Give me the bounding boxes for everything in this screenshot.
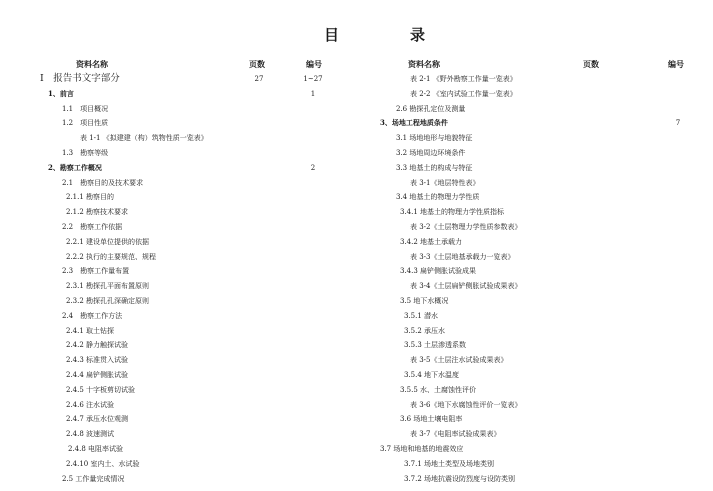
toc-entry-title: 2、勘察工作概况: [48, 162, 102, 172]
toc-entry: [40, 338, 360, 353]
left-toc-column: [40, 72, 360, 486]
toc-entry-title: 表 3-3《土层地基承载力一览表》: [410, 252, 515, 261]
toc-entry-title: 2.4.6 注水试验: [66, 400, 115, 409]
toc-entry: [40, 250, 360, 265]
toc-entry: [370, 338, 705, 353]
toc-entry: [40, 457, 360, 472]
toc-entry-title: 2.2 勘察工作依据: [62, 222, 123, 231]
toc-entry-title: 3.5.2 承压水: [404, 326, 446, 335]
toc-entry: [40, 235, 360, 250]
toc-entry-title: 3.4.2 地基土承载力: [400, 237, 463, 246]
toc-entry-title: 2.3 勘察工作量布置: [62, 267, 130, 276]
toc-entry: [40, 176, 360, 191]
title-left-char: 目: [324, 26, 340, 44]
toc-entry-title: 3.7 场地和地基的地震效应: [380, 444, 464, 453]
toc-entry: [370, 412, 705, 427]
toc-entry-number: 2: [310, 163, 316, 172]
toc-entry: [370, 116, 705, 131]
toc-entry: [370, 398, 705, 413]
toc-entry: [40, 190, 360, 205]
toc-entry: [370, 72, 705, 87]
toc-entry-title: 3.5.4 地下水温度: [404, 370, 460, 379]
toc-entry-title: 2.4.10 室内土、水试验: [66, 459, 140, 468]
toc-entry-title: 3.5.5 水、土腐蚀性评价: [400, 385, 477, 394]
toc-entry: [40, 220, 360, 235]
toc-entry-title: 1.1 项目概况: [62, 104, 109, 113]
toc-entry: [370, 235, 705, 250]
toc-entry: [40, 472, 360, 487]
toc-entry-title: 3.6 场地土壤电阻率: [400, 415, 463, 424]
toc-entry: [370, 442, 705, 457]
left-header-name: 资料名称: [76, 59, 108, 69]
toc-entry-title: 2.4.3 标准贯入试验: [66, 356, 129, 365]
toc-entry-title: Ⅰ 报告书文字部分: [40, 73, 120, 84]
toc-entry: [370, 87, 705, 102]
toc-entry: [40, 442, 360, 457]
toc-entry-title: 表 3-6《地下水腐蚀性评价一览表》: [410, 400, 522, 409]
right-toc-column: [370, 72, 705, 486]
toc-entry-title: 2.4.4 扁铲侧胀试验: [66, 370, 129, 379]
toc-entry-title: 2.3.2 勘探孔孔深确定原则: [66, 296, 150, 305]
toc-entry-title: 3.3 地基土的构成与特征: [396, 163, 473, 172]
toc-entry-title: 2.1.1 勘察目的: [66, 193, 115, 202]
toc-entry: [370, 250, 705, 265]
toc-entry: [370, 309, 705, 324]
toc-entry: [40, 398, 360, 413]
toc-entry-title: 3、场地工程地质条件: [380, 118, 448, 128]
toc-entry: [370, 131, 705, 146]
toc-entry: [40, 87, 360, 102]
toc-entry: [40, 72, 360, 87]
toc-entry: [40, 368, 360, 383]
left-header-pages: 页数: [249, 59, 265, 69]
toc-entry-number: 1~27: [303, 75, 323, 83]
toc-entry-title: 表 2-2 《室内试验工作量一览表》: [410, 89, 517, 98]
toc-entry: [370, 161, 705, 176]
toc-entry: [370, 383, 705, 398]
toc-entry-title: 表 2-1 《野外勘察工作量一览表》: [410, 75, 517, 83]
toc-entry: [370, 368, 705, 383]
toc-entry-title: 3.5 地下水概况: [400, 296, 449, 305]
title-right-char: 录: [410, 26, 426, 44]
toc-entry-title: 2.4.7 承压水位观测: [66, 415, 129, 424]
toc-entry-title: 1.3 勘察等级: [62, 148, 109, 157]
toc-entry: [40, 102, 360, 117]
toc-entry: [370, 294, 705, 309]
toc-entry: [40, 279, 360, 294]
toc-entry-number: 1: [310, 89, 316, 98]
toc-entry-title: 表 3-7《电阻率试验成果表》: [410, 430, 501, 439]
toc-entry-title: 2.4.8 电阻率试验: [68, 444, 124, 453]
toc-entry-title: 2.4.5 十字板剪切试验: [66, 385, 136, 394]
toc-entry: [40, 294, 360, 309]
toc-entry-title: 3.5.1 潜水: [404, 311, 439, 320]
toc-entry-title: 2.1 勘察目的及技术要求: [62, 178, 144, 187]
toc-entry-title: 2.2.1 建设单位提供的依据: [66, 237, 150, 246]
toc-entry: [40, 205, 360, 220]
toc-entry: [370, 472, 705, 487]
toc-entry-title: 2.4.1 取土钻探: [66, 326, 115, 335]
toc-entry: [370, 220, 705, 235]
toc-entry: [370, 190, 705, 205]
toc-entry-title: 2.4.8 波速测试: [66, 430, 115, 439]
toc-entry: [370, 176, 705, 191]
toc-entry-title: 3.7.2 场地抗震设防烈度与设防类别: [404, 474, 516, 483]
toc-entry-title: 3.4.3 扁铲侧胀试验成果: [400, 267, 477, 276]
toc-entry-title: 2.2.2 执行的主要规范、规程: [66, 252, 157, 261]
toc-entry: [370, 427, 705, 442]
toc-entry: [370, 324, 705, 339]
toc-entry-title: 3.2 场地周边环境条件: [396, 148, 466, 157]
toc-entry: [370, 457, 705, 472]
toc-entry-title: 3.5.3 土层渗透系数: [404, 341, 467, 350]
toc-entry-title: 表 3-1《地层特性表》: [410, 178, 480, 187]
toc-entry: [370, 264, 705, 279]
toc-entry-title: 2.6 勘探孔定位及测量: [396, 104, 466, 113]
toc-entry: [40, 116, 360, 131]
toc-entry-title: 2.3.1 勘探孔平面布置原则: [66, 282, 150, 291]
toc-entry: [370, 353, 705, 368]
toc-entry-title: 3.4 地基土的物理力学性质: [396, 193, 480, 202]
toc-entry: [40, 131, 360, 146]
right-header-pages: 页数: [583, 59, 599, 69]
toc-title: [0, 24, 713, 46]
toc-entry: [40, 161, 360, 176]
right-header-name: 资料名称: [408, 59, 440, 69]
toc-entry: [40, 383, 360, 398]
toc-entry-number: 7: [675, 119, 681, 128]
toc-entry-title: 3.4.1 地基土的物理力学性质指标: [400, 208, 505, 217]
toc-entry: [370, 102, 705, 117]
toc-entry-title: 1、前言: [48, 88, 74, 98]
toc-entry: [40, 146, 360, 161]
left-header-number: 编号: [306, 59, 322, 69]
toc-entry-title: 2.1.2 勘察技术要求: [66, 208, 129, 217]
toc-entry: [40, 324, 360, 339]
toc-entry: [40, 412, 360, 427]
toc-entry-pages: 27: [254, 75, 264, 83]
toc-entry-title: 1.2 项目性质: [62, 119, 109, 128]
toc-entry-title: 3.7.1 场地土类型及场地类别: [404, 459, 495, 468]
right-header-number: 编号: [668, 59, 684, 69]
toc-entry: [40, 353, 360, 368]
toc-entry: [40, 427, 360, 442]
toc-entry-title: 表 1-1 《拟建建（构）筑物性质一览表》: [80, 134, 208, 143]
toc-entry: [370, 146, 705, 161]
toc-entry-title: 表 3-4《土层扁铲侧胀试验成果表》: [410, 282, 522, 291]
toc-entry: [370, 279, 705, 294]
toc-entry: [40, 309, 360, 324]
toc-entry-title: 表 3-2《土层物理力学性质参数表》: [410, 222, 522, 231]
toc-entry-title: 2.5 工作量完成情况: [62, 474, 125, 483]
toc-entry: [370, 205, 705, 220]
toc-entry: [40, 264, 360, 279]
toc-entry-title: 3.1 场地地形与地貌特征: [396, 134, 473, 143]
toc-entry-title: 2.4.2 静力触探试验: [66, 341, 129, 350]
toc-entry-title: 表 3-5《土层注水试验成果表》: [410, 356, 508, 365]
toc-entry-title: 2.4 勘察工作方法: [62, 311, 123, 320]
